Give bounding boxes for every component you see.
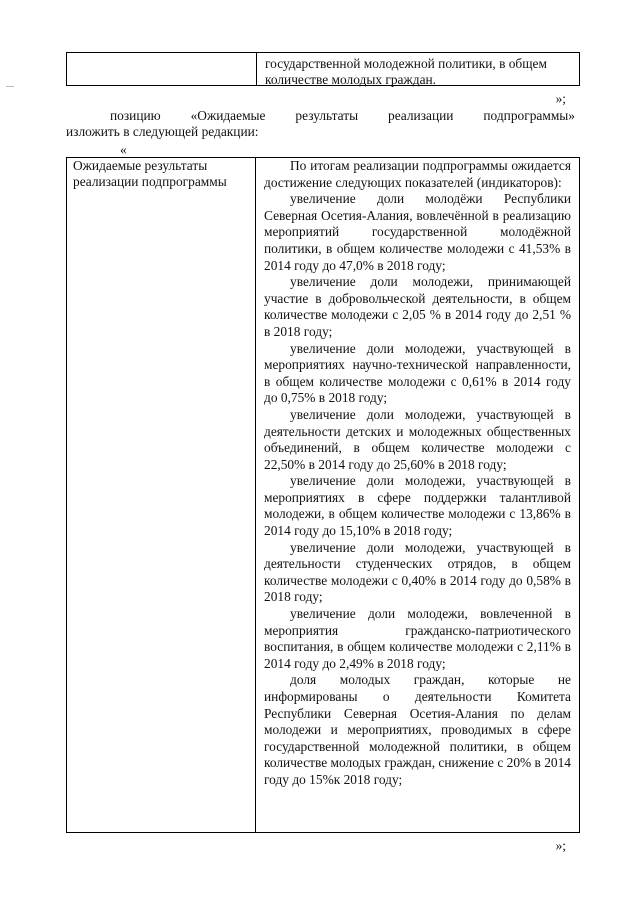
cell-line: государственной молодежной политики, в общем [265,56,547,71]
indicator-item: увеличение доли молодежи, принимающей участие в добровольческой деятельности, в общем количестве молодежи с 2,05 % в 2014 году до 2,51 % в 2018 году; [264,274,571,339]
indicator-item: увеличение доли молодежи, участвующей в деятельности детских и молодежных общественных объединений, в общем количестве молодежи с 22,50% в 2014 году до 25,60% в 2018 году; [264,406,571,472]
paragraph-line: позицию «Ожидаемые результаты реализации подпрограммы» [110,108,575,123]
indicator-item: доля молодых граждан, которые не информированы о деятельности Комитета Республики Северная Осетия-Алания по делам молодежи и мероприятиях, проводимых в сфере государственной молодежной политики, в общем количестве молодых граждан, снижение с 20% в 2014 году до 15%к 2018 году; [264,672,571,787]
expected-results-table [66,157,580,833]
closing-quote: »; [555,91,566,106]
indicator-item: увеличение доли молодёжи Республики Северная Осетия-Алания, вовлечённой в реализацию мероприятий государственной молодёжной политики, в общем количестве молодежи с 41,53% в 2014 году до 47,0% в 2018 году; [264,191,571,273]
intro-text: По итогам реализации подпрограммы ожидается достижение следующих показателей (индикаторов): [264,158,571,190]
table-cell-right [264,158,571,789]
cell-line: количестве молодых граждан. [265,72,437,87]
table-cell-left: Ожидаемые результаты реализации подпрограммы [73,158,227,189]
indicator-item: увеличение доли молодежи, участвующей в мероприятиях в сфере поддержки талантливой молодежи, в общем количестве молодежи с 13,86% в 2014 году до 15,10% в 2018 году; [264,473,571,539]
indicator-item: увеличение доли молодежи, участвующей в деятельности студенческих отрядов, в общем количестве молодежи с 0,40% в 2014 году до 0,58% в 2018 году; [264,539,571,605]
column-divider [255,158,256,832]
indicator-item: увеличение доли молодежи, участвующей в мероприятиях научно-технической направленности, в общем количестве молодежи с 0,61% в 2014 году до 0,75% в 2018 году; [264,340,571,406]
scan-mark [6,86,14,88]
column-divider [256,53,257,85]
closing-quote: »; [555,838,566,853]
paragraph-line: изложить в следующей редакции: [66,124,259,139]
opening-quote: « [120,142,127,157]
instruction-paragraph [66,108,575,140]
table-fragment-top [66,52,580,86]
indicator-item: увеличение доли молодежи, вовлеченной в мероприятия гражданско-патриотического воспитания, в общем количестве молодежи с 2,11% в 2014 году до 2,49% в 2018 году; [264,606,571,671]
table-cell-right [265,56,571,88]
